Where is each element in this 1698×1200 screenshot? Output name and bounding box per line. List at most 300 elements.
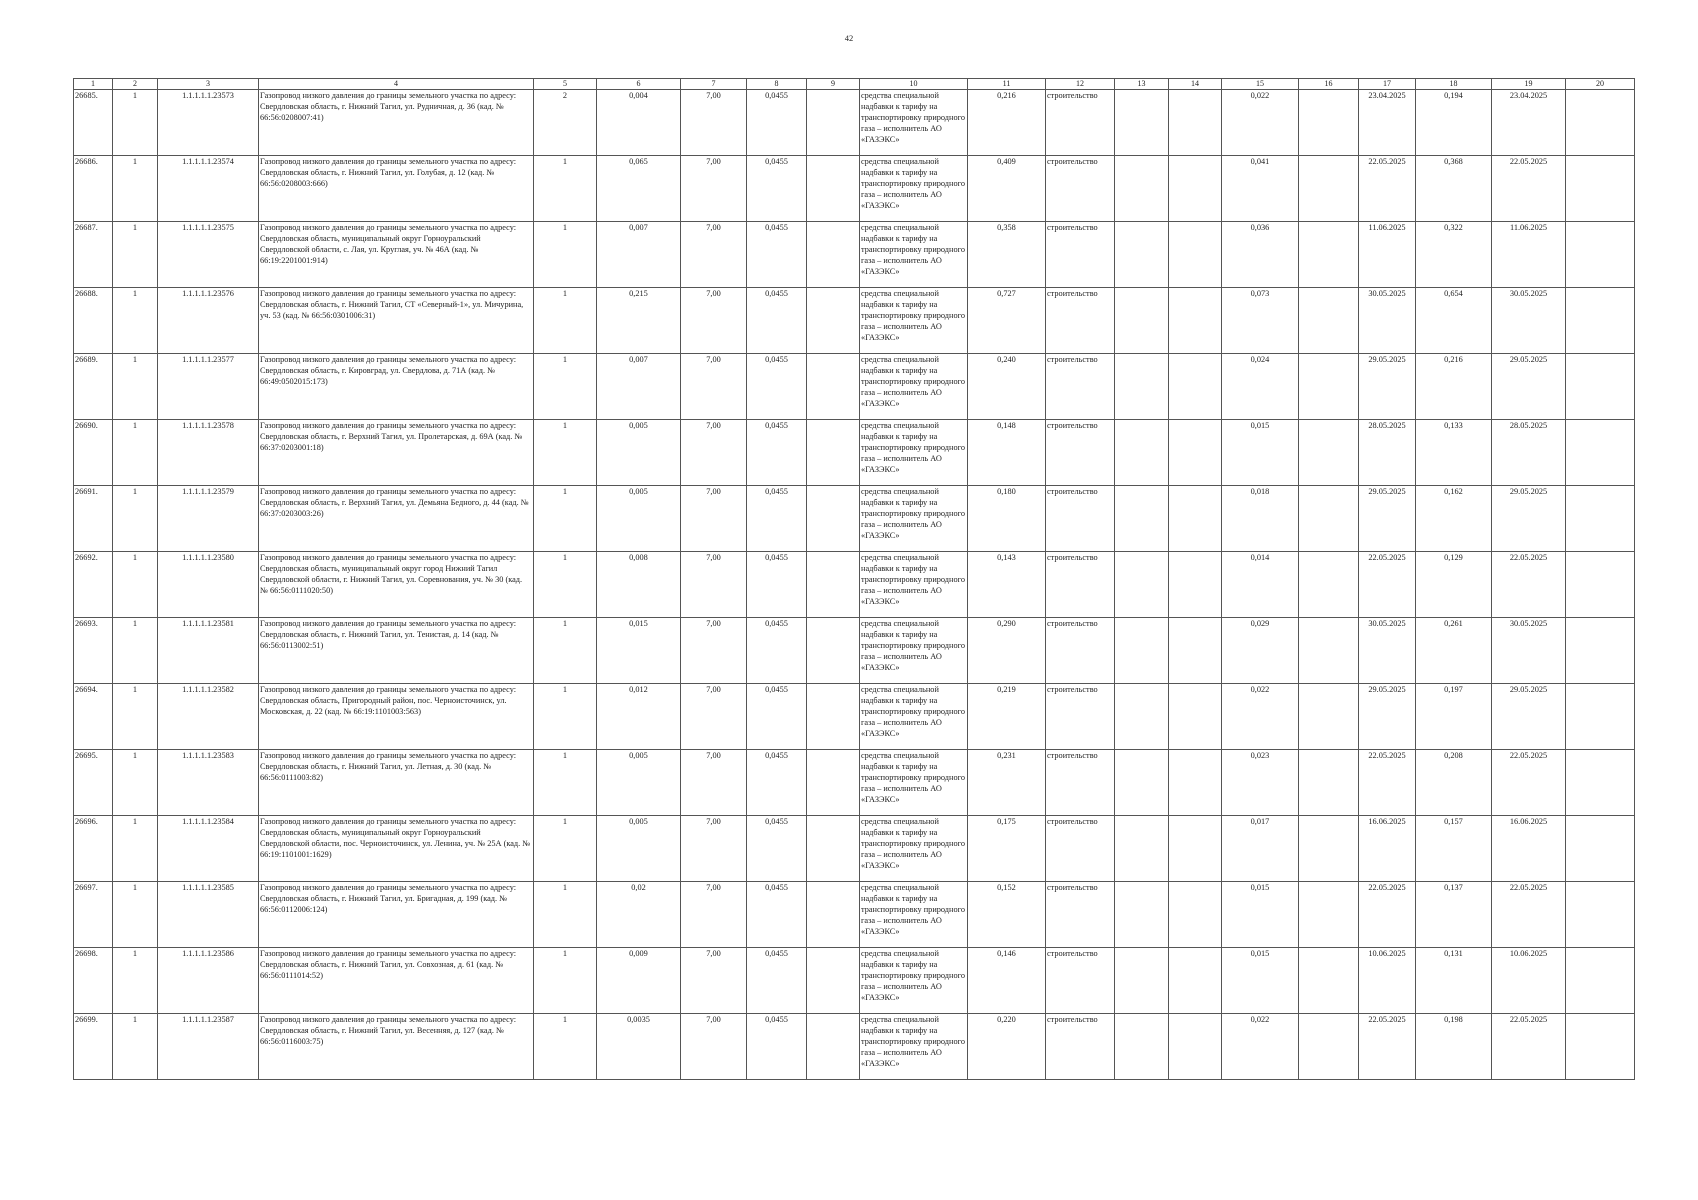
table-row (74, 552, 1635, 618)
object-description-cell: Газопровод низкого давления до границы земельного участка по адресу: Свердловская область, г. Нижний Тагил, ул. Тенистая, д. 14 (кад. № 66:56:0113002:51) (259, 618, 534, 684)
col2-cell: 1 (113, 882, 158, 948)
length-cell: 0,215 (597, 288, 681, 354)
length-cell: 0,015 (597, 618, 681, 684)
end-date-cell: 22.05.2025 (1492, 1014, 1566, 1080)
col18-cell: 0,197 (1416, 684, 1492, 750)
col15-cell: 0,022 (1222, 1014, 1299, 1080)
col2-cell: 1 (113, 486, 158, 552)
length-cell: 0,065 (597, 156, 681, 222)
object-description-cell: Газопровод низкого давления до границы земельного участка по адресу: Свердловская область, г. Нижний Тагил, ул. Совхозная, д. 61 (кад. № 66:56:0111014:52) (259, 948, 534, 1014)
cost-cell: 0,409 (968, 156, 1046, 222)
col15-cell: 0,018 (1222, 486, 1299, 552)
col9-cell (807, 552, 860, 618)
col15-cell: 0,015 (1222, 420, 1299, 486)
col7-cell: 7,00 (681, 288, 747, 354)
col20-cell (1566, 156, 1635, 222)
length-cell: 0,0035 (597, 1014, 681, 1080)
cost-cell: 0,148 (968, 420, 1046, 486)
col15-cell: 0,036 (1222, 222, 1299, 288)
object-description-cell: Газопровод низкого давления до границы земельного участка по адресу: Свердловская область, г. Нижний Тагил, ул. Голубая, д. 12 (кад. № 66:56:0208003:666) (259, 156, 534, 222)
table-row (74, 684, 1635, 750)
work-type-cell: строительство (1046, 882, 1115, 948)
col9-cell (807, 90, 860, 156)
length-cell: 0,005 (597, 816, 681, 882)
col2-cell: 1 (113, 288, 158, 354)
col2-cell: 1 (113, 948, 158, 1014)
col18-cell: 0,133 (1416, 420, 1492, 486)
col7-cell: 7,00 (681, 882, 747, 948)
col20-cell (1566, 618, 1635, 684)
col2-cell: 1 (113, 750, 158, 816)
object-code-cell: 1.1.1.1.1.23579 (158, 486, 259, 552)
col16-cell (1299, 222, 1359, 288)
col16-cell (1299, 618, 1359, 684)
work-type-cell: строительство (1046, 552, 1115, 618)
col15-cell: 0,015 (1222, 948, 1299, 1014)
cost-cell: 0,358 (968, 222, 1046, 288)
work-type-cell: строительство (1046, 618, 1115, 684)
start-date-cell: 23.04.2025 (1359, 90, 1416, 156)
col18-cell: 0,261 (1416, 618, 1492, 684)
col15-cell: 0,024 (1222, 354, 1299, 420)
col7-cell: 7,00 (681, 156, 747, 222)
object-description-cell: Газопровод низкого давления до границы земельного участка по адресу: Свердловская область, г. Нижний Тагил, ул. Бригадная, д. 199 (кад. № 66:56:0112006:124) (259, 882, 534, 948)
column-header-3: 3 (158, 79, 259, 90)
col18-cell: 0,131 (1416, 948, 1492, 1014)
col13-cell (1115, 354, 1169, 420)
cost-cell: 0,219 (968, 684, 1046, 750)
object-code-cell: 1.1.1.1.1.23586 (158, 948, 259, 1014)
col7-cell: 7,00 (681, 354, 747, 420)
col13-cell (1115, 156, 1169, 222)
end-date-cell: 29.05.2025 (1492, 486, 1566, 552)
col7-cell: 7,00 (681, 684, 747, 750)
col14-cell (1169, 288, 1222, 354)
investment-table (73, 78, 1635, 1080)
end-date-cell: 22.05.2025 (1492, 750, 1566, 816)
col9-cell (807, 684, 860, 750)
object-code-cell: 1.1.1.1.1.23581 (158, 618, 259, 684)
col14-cell (1169, 816, 1222, 882)
col15-cell: 0,041 (1222, 156, 1299, 222)
col8-cell: 0,0455 (747, 618, 807, 684)
column-header-12: 12 (1046, 79, 1115, 90)
col2-cell: 1 (113, 354, 158, 420)
col18-cell: 0,322 (1416, 222, 1492, 288)
col18-cell: 0,654 (1416, 288, 1492, 354)
col5-cell: 1 (534, 486, 597, 552)
start-date-cell: 29.05.2025 (1359, 354, 1416, 420)
object-code-cell: 1.1.1.1.1.23575 (158, 222, 259, 288)
col8-cell: 0,0455 (747, 222, 807, 288)
col14-cell (1169, 882, 1222, 948)
cost-cell: 0,152 (968, 882, 1046, 948)
col16-cell (1299, 816, 1359, 882)
row-number-cell: 26689. (74, 354, 113, 420)
col13-cell (1115, 420, 1169, 486)
object-code-cell: 1.1.1.1.1.23576 (158, 288, 259, 354)
funding-source-cell: средства специальной надбавки к тарифу на транспортировку природного газа – исполнитель АО «ГАЗЭКС» (860, 1014, 968, 1080)
cost-cell: 0,180 (968, 486, 1046, 552)
start-date-cell: 30.05.2025 (1359, 618, 1416, 684)
col8-cell: 0,0455 (747, 552, 807, 618)
row-number-cell: 26687. (74, 222, 113, 288)
col20-cell (1566, 420, 1635, 486)
col14-cell (1169, 90, 1222, 156)
end-date-cell: 29.05.2025 (1492, 354, 1566, 420)
end-date-cell: 30.05.2025 (1492, 618, 1566, 684)
col8-cell: 0,0455 (747, 90, 807, 156)
col13-cell (1115, 816, 1169, 882)
col13-cell (1115, 486, 1169, 552)
col13-cell (1115, 1014, 1169, 1080)
funding-source-cell: средства специальной надбавки к тарифу на транспортировку природного газа – исполнитель АО «ГАЗЭКС» (860, 222, 968, 288)
col2-cell: 1 (113, 90, 158, 156)
col5-cell: 1 (534, 552, 597, 618)
object-code-cell: 1.1.1.1.1.23584 (158, 816, 259, 882)
work-type-cell: строительство (1046, 354, 1115, 420)
col2-cell: 1 (113, 618, 158, 684)
row-number-cell: 26692. (74, 552, 113, 618)
start-date-cell: 16.06.2025 (1359, 816, 1416, 882)
start-date-cell: 22.05.2025 (1359, 552, 1416, 618)
column-header-15: 15 (1222, 79, 1299, 90)
header-row (74, 79, 1635, 90)
start-date-cell: 22.05.2025 (1359, 750, 1416, 816)
column-header-11: 11 (968, 79, 1046, 90)
col7-cell: 7,00 (681, 552, 747, 618)
col18-cell: 0,208 (1416, 750, 1492, 816)
col5-cell: 1 (534, 882, 597, 948)
cost-cell: 0,220 (968, 1014, 1046, 1080)
col5-cell: 1 (534, 222, 597, 288)
col13-cell (1115, 684, 1169, 750)
col9-cell (807, 882, 860, 948)
table-row (74, 1014, 1635, 1080)
length-cell: 0,008 (597, 552, 681, 618)
col20-cell (1566, 552, 1635, 618)
row-number-cell: 26696. (74, 816, 113, 882)
object-description-cell: Газопровод низкого давления до границы земельного участка по адресу: Свердловская область, муниципальный округ город Нижний Тагил Свердловской области, г. Нижний Тагил, ул. Соревнования, уч. № 30 (кад. № 66:56:0111020:50) (259, 552, 534, 618)
col9-cell (807, 816, 860, 882)
col8-cell: 0,0455 (747, 816, 807, 882)
col9-cell (807, 288, 860, 354)
start-date-cell: 30.05.2025 (1359, 288, 1416, 354)
col5-cell: 1 (534, 288, 597, 354)
col8-cell: 0,0455 (747, 288, 807, 354)
col15-cell: 0,017 (1222, 816, 1299, 882)
col18-cell: 0,162 (1416, 486, 1492, 552)
col5-cell: 1 (534, 750, 597, 816)
start-date-cell: 22.05.2025 (1359, 882, 1416, 948)
col5-cell: 1 (534, 684, 597, 750)
table-row (74, 222, 1635, 288)
row-number-cell: 26685. (74, 90, 113, 156)
column-header-19: 19 (1492, 79, 1566, 90)
col9-cell (807, 750, 860, 816)
column-header-6: 6 (597, 79, 681, 90)
col20-cell (1566, 354, 1635, 420)
col14-cell (1169, 420, 1222, 486)
col15-cell: 0,023 (1222, 750, 1299, 816)
col20-cell (1566, 222, 1635, 288)
object-description-cell: Газопровод низкого давления до границы земельного участка по адресу: Свердловская область, г. Нижний Тагил, ул. Летная, д. 30 (кад. № 66:56:0111003:82) (259, 750, 534, 816)
cost-cell: 0,143 (968, 552, 1046, 618)
col20-cell (1566, 816, 1635, 882)
col16-cell (1299, 948, 1359, 1014)
funding-source-cell: средства специальной надбавки к тарифу на транспортировку природного газа – исполнитель АО «ГАЗЭКС» (860, 90, 968, 156)
col15-cell: 0,014 (1222, 552, 1299, 618)
cost-cell: 0,231 (968, 750, 1046, 816)
col18-cell: 0,216 (1416, 354, 1492, 420)
col13-cell (1115, 90, 1169, 156)
col16-cell (1299, 552, 1359, 618)
column-header-20: 20 (1566, 79, 1635, 90)
end-date-cell: 23.04.2025 (1492, 90, 1566, 156)
col8-cell: 0,0455 (747, 882, 807, 948)
length-cell: 0,012 (597, 684, 681, 750)
start-date-cell: 28.05.2025 (1359, 420, 1416, 486)
col16-cell (1299, 354, 1359, 420)
cost-cell: 0,290 (968, 618, 1046, 684)
work-type-cell: строительство (1046, 816, 1115, 882)
object-description-cell: Газопровод низкого давления до границы земельного участка по адресу: Свердловская область, г. Верхний Тагил, ул. Демьяна Бедного, д. 44 (кад. № 66:37:0203003:26) (259, 486, 534, 552)
col13-cell (1115, 552, 1169, 618)
col5-cell: 1 (534, 618, 597, 684)
col7-cell: 7,00 (681, 420, 747, 486)
col15-cell: 0,015 (1222, 882, 1299, 948)
row-number-cell: 26694. (74, 684, 113, 750)
funding-source-cell: средства специальной надбавки к тарифу на транспортировку природного газа – исполнитель АО «ГАЗЭКС» (860, 882, 968, 948)
col16-cell (1299, 156, 1359, 222)
column-header-7: 7 (681, 79, 747, 90)
col20-cell (1566, 90, 1635, 156)
length-cell: 0,005 (597, 420, 681, 486)
col8-cell: 0,0455 (747, 486, 807, 552)
funding-source-cell: средства специальной надбавки к тарифу на транспортировку природного газа – исполнитель АО «ГАЗЭКС» (860, 948, 968, 1014)
col14-cell (1169, 552, 1222, 618)
funding-source-cell: средства специальной надбавки к тарифу на транспортировку природного газа – исполнитель АО «ГАЗЭКС» (860, 288, 968, 354)
start-date-cell: 22.05.2025 (1359, 1014, 1416, 1080)
col5-cell: 1 (534, 948, 597, 1014)
col14-cell (1169, 486, 1222, 552)
column-header-14: 14 (1169, 79, 1222, 90)
work-type-cell: строительство (1046, 1014, 1115, 1080)
funding-source-cell: средства специальной надбавки к тарифу на транспортировку природного газа – исполнитель АО «ГАЗЭКС» (860, 618, 968, 684)
col9-cell (807, 1014, 860, 1080)
table-row (74, 618, 1635, 684)
col9-cell (807, 222, 860, 288)
table-row (74, 948, 1635, 1014)
col16-cell (1299, 420, 1359, 486)
col18-cell: 0,137 (1416, 882, 1492, 948)
col18-cell: 0,368 (1416, 156, 1492, 222)
col16-cell (1299, 486, 1359, 552)
length-cell: 0,007 (597, 222, 681, 288)
object-description-cell: Газопровод низкого давления до границы земельного участка по адресу: Свердловская область, Пригородный район, пос. Черноисточинск, ул. Московская, д. 22 (кад. № 66:19:1101003:563) (259, 684, 534, 750)
start-date-cell: 11.06.2025 (1359, 222, 1416, 288)
cost-cell: 0,146 (968, 948, 1046, 1014)
table-row (74, 750, 1635, 816)
end-date-cell: 16.06.2025 (1492, 816, 1566, 882)
funding-source-cell: средства специальной надбавки к тарифу на транспортировку природного газа – исполнитель АО «ГАЗЭКС» (860, 420, 968, 486)
col20-cell (1566, 288, 1635, 354)
row-number-cell: 26688. (74, 288, 113, 354)
row-number-cell: 26686. (74, 156, 113, 222)
start-date-cell: 29.05.2025 (1359, 486, 1416, 552)
col14-cell (1169, 222, 1222, 288)
col2-cell: 1 (113, 816, 158, 882)
table-row (74, 486, 1635, 552)
col13-cell (1115, 750, 1169, 816)
column-header-4: 4 (259, 79, 534, 90)
col14-cell (1169, 156, 1222, 222)
row-number-cell: 26699. (74, 1014, 113, 1080)
funding-source-cell: средства специальной надбавки к тарифу на транспортировку природного газа – исполнитель АО «ГАЗЭКС» (860, 684, 968, 750)
col13-cell (1115, 222, 1169, 288)
col2-cell: 1 (113, 420, 158, 486)
column-header-9: 9 (807, 79, 860, 90)
col16-cell (1299, 750, 1359, 816)
col13-cell (1115, 882, 1169, 948)
cost-cell: 0,216 (968, 90, 1046, 156)
object-description-cell: Газопровод низкого давления до границы земельного участка по адресу: Свердловская область, г. Нижний Тагил, ул. Рудничная, д. 36 (кад. № 66:56:0208007:41) (259, 90, 534, 156)
end-date-cell: 10.06.2025 (1492, 948, 1566, 1014)
row-number-cell: 26697. (74, 882, 113, 948)
col8-cell: 0,0455 (747, 948, 807, 1014)
col15-cell: 0,022 (1222, 90, 1299, 156)
col13-cell (1115, 948, 1169, 1014)
work-type-cell: строительство (1046, 288, 1115, 354)
object-description-cell: Газопровод низкого давления до границы земельного участка по адресу: Свердловская область, г. Кировград, ул. Свердлова, д. 71А (кад. № 66:49:0502015:173) (259, 354, 534, 420)
col5-cell: 1 (534, 420, 597, 486)
col16-cell (1299, 882, 1359, 948)
col9-cell (807, 156, 860, 222)
column-header-2: 2 (113, 79, 158, 90)
col7-cell: 7,00 (681, 750, 747, 816)
end-date-cell: 11.06.2025 (1492, 222, 1566, 288)
col2-cell: 1 (113, 684, 158, 750)
col7-cell: 7,00 (681, 222, 747, 288)
column-header-8: 8 (747, 79, 807, 90)
length-cell: 0,005 (597, 486, 681, 552)
table-row (74, 420, 1635, 486)
col15-cell: 0,073 (1222, 288, 1299, 354)
column-header-10: 10 (860, 79, 968, 90)
object-description-cell: Газопровод низкого давления до границы земельного участка по адресу: Свердловская область, муниципальный округ Горноуральский Свердловской области, пос. Черноисточинск, ул. Ленина, уч. № 25А (кад. № 66:19:1101001:1629) (259, 816, 534, 882)
end-date-cell: 29.05.2025 (1492, 684, 1566, 750)
col16-cell (1299, 684, 1359, 750)
col7-cell: 7,00 (681, 816, 747, 882)
col14-cell (1169, 1014, 1222, 1080)
cost-cell: 0,175 (968, 816, 1046, 882)
col16-cell (1299, 1014, 1359, 1080)
col8-cell: 0,0455 (747, 1014, 807, 1080)
end-date-cell: 22.05.2025 (1492, 552, 1566, 618)
column-header-16: 16 (1299, 79, 1359, 90)
col2-cell: 1 (113, 552, 158, 618)
row-number-cell: 26693. (74, 618, 113, 684)
col7-cell: 7,00 (681, 948, 747, 1014)
col5-cell: 1 (534, 156, 597, 222)
col2-cell: 1 (113, 156, 158, 222)
object-description-cell: Газопровод низкого давления до границы земельного участка по адресу: Свердловская область, г. Нижний Тагил, ул. Весенняя, д. 127 (кад. № 66:56:0116003:75) (259, 1014, 534, 1080)
table-row (74, 90, 1635, 156)
col8-cell: 0,0455 (747, 420, 807, 486)
col20-cell (1566, 1014, 1635, 1080)
col18-cell: 0,194 (1416, 90, 1492, 156)
length-cell: 0,009 (597, 948, 681, 1014)
col13-cell (1115, 618, 1169, 684)
col5-cell: 1 (534, 354, 597, 420)
col9-cell (807, 486, 860, 552)
object-code-cell: 1.1.1.1.1.23578 (158, 420, 259, 486)
row-number-cell: 26691. (74, 486, 113, 552)
object-code-cell: 1.1.1.1.1.23582 (158, 684, 259, 750)
col5-cell: 2 (534, 90, 597, 156)
row-number-cell: 26690. (74, 420, 113, 486)
object-code-cell: 1.1.1.1.1.23585 (158, 882, 259, 948)
column-header-1: 1 (74, 79, 113, 90)
col14-cell (1169, 618, 1222, 684)
funding-source-cell: средства специальной надбавки к тарифу на транспортировку природного газа – исполнитель АО «ГАЗЭКС» (860, 354, 968, 420)
col7-cell: 7,00 (681, 1014, 747, 1080)
col9-cell (807, 354, 860, 420)
page-number: 42 (844, 33, 854, 43)
work-type-cell: строительство (1046, 222, 1115, 288)
work-type-cell: строительство (1046, 486, 1115, 552)
end-date-cell: 22.05.2025 (1492, 882, 1566, 948)
column-header-5: 5 (534, 79, 597, 90)
table-row (74, 156, 1635, 222)
col14-cell (1169, 354, 1222, 420)
col18-cell: 0,157 (1416, 816, 1492, 882)
end-date-cell: 28.05.2025 (1492, 420, 1566, 486)
object-description-cell: Газопровод низкого давления до границы земельного участка по адресу: Свердловская область, г. Верхний Тагил, ул. Пролетарская, д. 69А (кад. № 66:37:0203001:18) (259, 420, 534, 486)
end-date-cell: 22.05.2025 (1492, 156, 1566, 222)
col8-cell: 0,0455 (747, 750, 807, 816)
work-type-cell: строительство (1046, 156, 1115, 222)
col20-cell (1566, 486, 1635, 552)
col20-cell (1566, 882, 1635, 948)
table-row (74, 288, 1635, 354)
col5-cell: 1 (534, 1014, 597, 1080)
work-type-cell: строительство (1046, 750, 1115, 816)
length-cell: 0,004 (597, 90, 681, 156)
row-number-cell: 26695. (74, 750, 113, 816)
object-code-cell: 1.1.1.1.1.23580 (158, 552, 259, 618)
start-date-cell: 22.05.2025 (1359, 156, 1416, 222)
col18-cell: 0,198 (1416, 1014, 1492, 1080)
col5-cell: 1 (534, 816, 597, 882)
col8-cell: 0,0455 (747, 684, 807, 750)
col7-cell: 7,00 (681, 486, 747, 552)
col15-cell: 0,029 (1222, 618, 1299, 684)
funding-source-cell: средства специальной надбавки к тарифу на транспортировку природного газа – исполнитель АО «ГАЗЭКС» (860, 750, 968, 816)
col13-cell (1115, 288, 1169, 354)
col9-cell (807, 420, 860, 486)
cost-cell: 0,240 (968, 354, 1046, 420)
column-header-13: 13 (1115, 79, 1169, 90)
object-description-cell: Газопровод низкого давления до границы земельного участка по адресу: Свердловская область, муниципальный округ Горноуральский Свердловской области, с. Лая, ул. Круглая, уч. № 46А (кад. № 66:19:2201001:914) (259, 222, 534, 288)
length-cell: 0,02 (597, 882, 681, 948)
funding-source-cell: средства специальной надбавки к тарифу на транспортировку природного газа – исполнитель АО «ГАЗЭКС» (860, 552, 968, 618)
start-date-cell: 29.05.2025 (1359, 684, 1416, 750)
col20-cell (1566, 684, 1635, 750)
col9-cell (807, 618, 860, 684)
table-row (74, 816, 1635, 882)
length-cell: 0,005 (597, 750, 681, 816)
